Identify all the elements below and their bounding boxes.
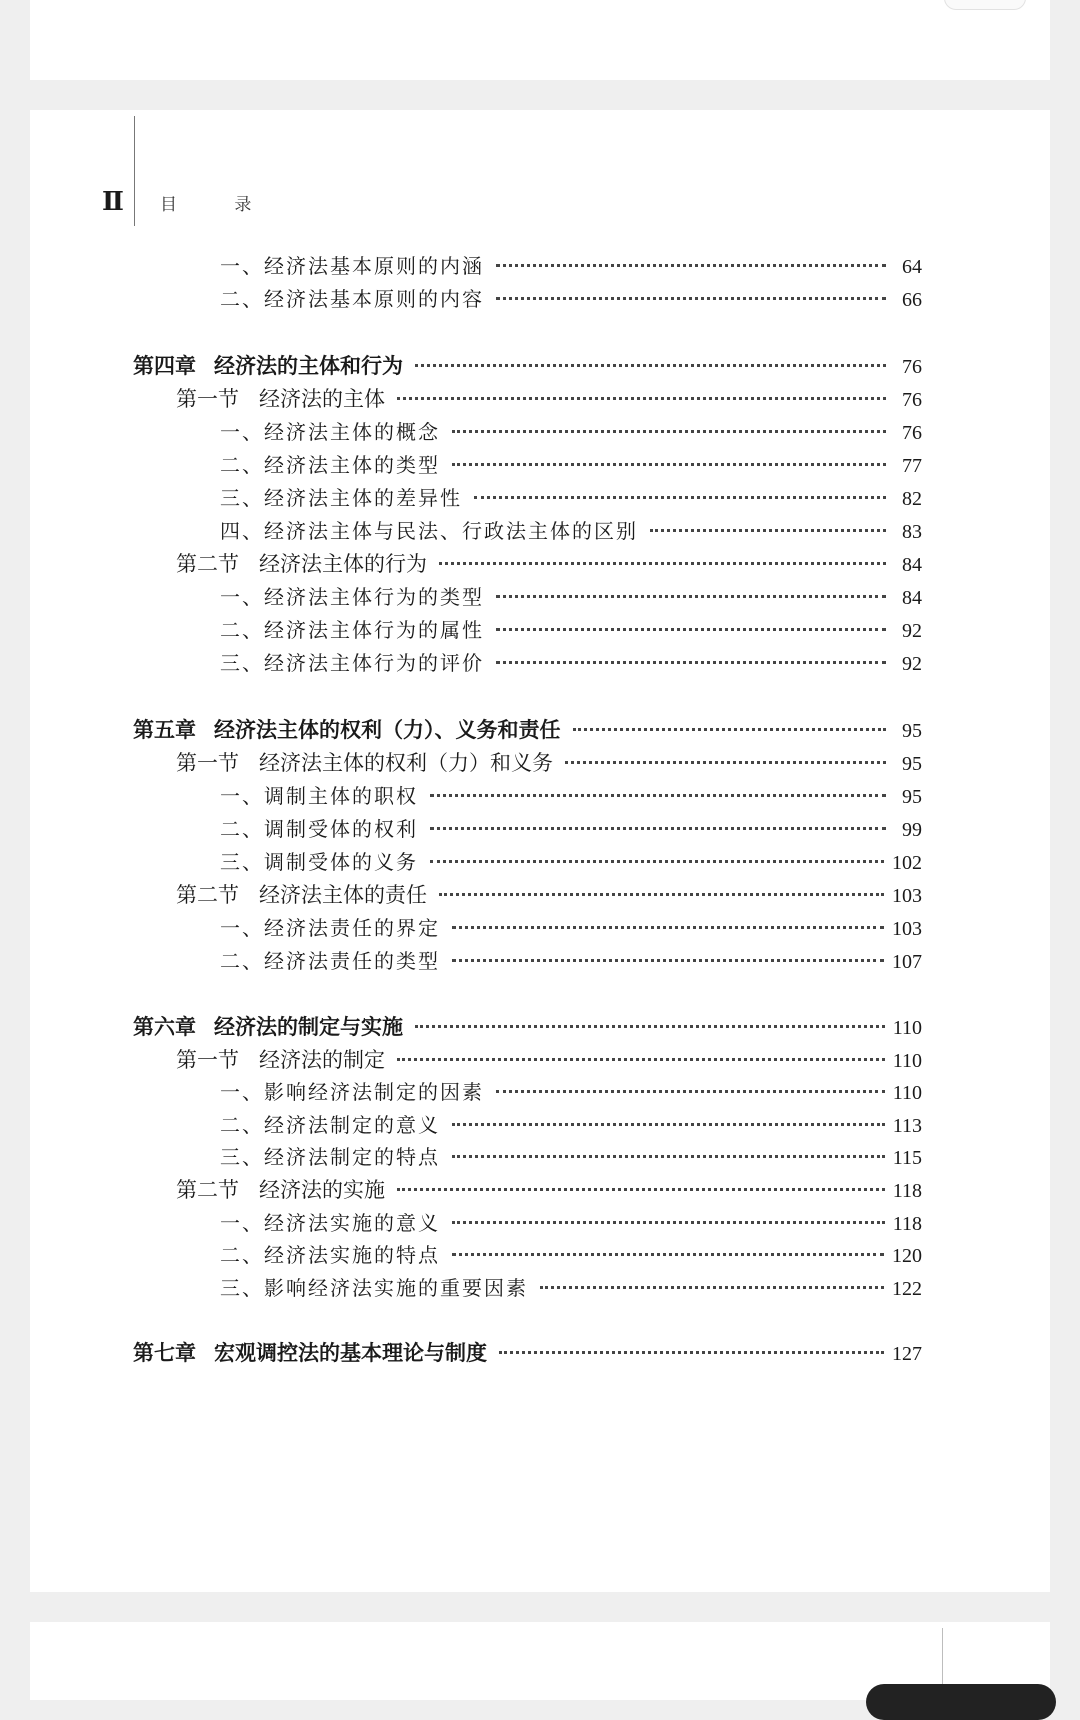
toc-entry-item[interactable] — [220, 1272, 922, 1306]
dot-leader — [430, 860, 884, 863]
toc-entry-text: 一、经济法实施的意义 — [220, 1211, 440, 1235]
toc-entry-text: 一、影响经济法制定的因素 — [220, 1080, 484, 1104]
toc-entry-chapter[interactable] — [133, 1337, 922, 1371]
toc-entry-title — [220, 912, 440, 941]
dot-leader — [496, 1090, 885, 1093]
toc-page-number: 115 — [892, 1147, 922, 1169]
toc-entry-title — [176, 1044, 385, 1074]
toc-entry-title — [220, 283, 484, 312]
toc-page-number: 84 — [902, 587, 922, 609]
toc-entry-text: 四、经济法主体与民法、行政法主体的区别 — [220, 519, 638, 543]
toc-entry-text: 经济法的主体 — [259, 387, 385, 411]
toc-entry-text: 二、经济法实施的特点 — [220, 1243, 440, 1267]
toc-entry-chapter[interactable] — [133, 1011, 922, 1045]
toc-entry-title — [176, 548, 427, 578]
toc-entry-text: 宏观调控法的基本理论与制度 — [214, 1340, 487, 1365]
toc-entry-text: 二、调制受体的权利 — [220, 817, 418, 841]
toc-page-number: 95 — [902, 786, 922, 808]
toc-entry-text: 一、经济法基本原则的内涵 — [220, 254, 484, 278]
toc-entry-title — [133, 714, 561, 744]
toc-entry-text: 经济法主体的权利（力）、义务和责任 — [214, 717, 561, 742]
section-number: 第一节 — [176, 751, 239, 775]
chapter-number: 第五章 — [133, 717, 196, 742]
chapter-number: 第七章 — [133, 1340, 196, 1365]
toc-entry-text: 经济法主体的权利（力）和义务 — [259, 751, 553, 775]
toc-entry-title — [220, 813, 418, 842]
toc-entry-text: 二、经济法基本原则的内容 — [220, 287, 484, 311]
toc-entry-title — [220, 846, 418, 875]
toc-page-number: 76 — [902, 389, 922, 411]
toc-entry-item[interactable] — [220, 912, 922, 946]
toc-entry-title — [220, 581, 484, 610]
toc-entry-title — [220, 1076, 484, 1105]
toc-entry-text: 经济法的制定与实施 — [214, 1014, 403, 1039]
next-page — [30, 1622, 1050, 1700]
toc-entry-text: 经济法主体的责任 — [259, 883, 427, 907]
dot-leader — [452, 430, 886, 433]
toc-page-number: 76 — [902, 422, 922, 444]
toc-entry-title — [176, 1174, 385, 1204]
toc-entry-item[interactable] — [220, 581, 922, 615]
floating-toolbar[interactable] — [866, 1684, 1056, 1720]
toc-entry-item[interactable] — [220, 250, 922, 284]
dot-leader — [452, 463, 886, 466]
toc-page-number: 84 — [902, 554, 922, 576]
toc-entry-title — [176, 383, 385, 413]
chapter-number: 第六章 — [133, 1014, 196, 1039]
toc-entry-chapter[interactable] — [133, 350, 922, 384]
section-number: 第二节 — [176, 883, 239, 907]
dot-leader — [439, 893, 884, 896]
toc-page-number: 95 — [902, 720, 922, 742]
toc-page-number: 113 — [892, 1115, 922, 1137]
toc-entry-title — [220, 945, 440, 974]
toc-entry-text: 三、经济法主体行为的评价 — [220, 651, 484, 675]
toc-page-number: 83 — [902, 521, 922, 543]
toc-entry-text: 一、调制主体的职权 — [220, 784, 418, 808]
toc-entry-section[interactable] — [176, 548, 922, 582]
dot-leader — [397, 1188, 885, 1191]
toc-entry-section[interactable] — [176, 1174, 922, 1208]
toc-page-number: 66 — [902, 289, 922, 311]
toc-page-number: 110 — [892, 1017, 922, 1039]
toc-entry-text: 二、经济法主体的类型 — [220, 453, 440, 477]
toc-page-number: 92 — [902, 620, 922, 642]
toc-entry-section[interactable] — [176, 747, 922, 781]
toc-entry-title — [220, 1109, 440, 1138]
section-number: 第一节 — [176, 387, 239, 411]
toc-page-number: 107 — [892, 951, 922, 973]
dot-leader — [474, 496, 886, 499]
toc-entry-title — [220, 614, 484, 643]
dot-leader — [540, 1286, 884, 1289]
toc-entry-item[interactable] — [220, 515, 922, 549]
dot-leader — [496, 628, 886, 631]
toc-entry-text: 三、经济法主体的差异性 — [220, 486, 462, 510]
toc-page-number: 110 — [892, 1050, 922, 1072]
toc-page-number: 122 — [892, 1278, 922, 1300]
toc-entry-item[interactable] — [220, 614, 922, 648]
toc-entry-title — [220, 515, 638, 544]
toc-entry-title — [176, 747, 553, 777]
dot-leader — [452, 926, 884, 929]
dot-leader — [430, 827, 886, 830]
toc-entry-item[interactable] — [220, 416, 922, 450]
toc-entry-title — [133, 1011, 403, 1041]
dot-leader — [397, 1058, 885, 1061]
dot-leader — [430, 794, 886, 797]
toc-entry-title — [220, 647, 484, 676]
dot-leader — [415, 364, 886, 367]
toc-entry-title — [220, 482, 462, 511]
dot-leader — [439, 562, 886, 565]
toc-entry-text: 经济法的主体和行为 — [214, 353, 403, 378]
dot-leader — [452, 1123, 885, 1126]
toc-entry-text: 经济法的制定 — [259, 1048, 385, 1072]
toc-entry-item[interactable] — [220, 449, 922, 483]
toc-entry-section[interactable] — [176, 383, 922, 417]
toc-entry-item[interactable] — [220, 846, 922, 880]
toc-entry-title — [220, 1272, 528, 1301]
previous-page — [30, 0, 1050, 80]
dot-leader — [415, 1025, 885, 1028]
toc-page-number: 102 — [892, 852, 922, 874]
toc-entry-text: 一、经济法主体行为的类型 — [220, 585, 484, 609]
toc-entry-text: 经济法主体的行为 — [259, 552, 427, 576]
toc-page-number: 120 — [892, 1245, 922, 1267]
toc-entry-item[interactable] — [220, 1141, 922, 1175]
page-number-roman: Ⅱ — [102, 187, 124, 217]
toc-page-number: 76 — [902, 356, 922, 378]
toc-page-number: 64 — [902, 256, 922, 278]
toc-entry-title — [133, 350, 403, 380]
toc-entry-text: 二、经济法制定的意义 — [220, 1113, 440, 1137]
toc-entry-title — [220, 1239, 440, 1268]
toc-page-number: 118 — [892, 1180, 922, 1202]
toc-page-number: 95 — [902, 753, 922, 775]
toc-entry-chapter[interactable] — [133, 714, 922, 748]
toc-page-number: 103 — [892, 885, 922, 907]
toc-entry-item[interactable] — [220, 1239, 922, 1273]
toc-page — [30, 110, 1050, 1592]
toc-entry-text: 一、经济法责任的界定 — [220, 916, 440, 940]
dot-leader — [499, 1351, 884, 1354]
toc-entry-item[interactable] — [220, 283, 922, 317]
dot-leader — [573, 728, 887, 731]
corner-button[interactable] — [944, 0, 1026, 10]
toc-entry-title — [176, 879, 427, 909]
toc-page-number: 82 — [902, 488, 922, 510]
toc-entry-item[interactable] — [220, 945, 922, 979]
toc-entry-text: 二、经济法责任的类型 — [220, 949, 440, 973]
toc-entry-text: 三、调制受体的义务 — [220, 850, 418, 874]
toc-entry-item[interactable] — [220, 1109, 922, 1143]
toc-entry-item[interactable] — [220, 780, 922, 814]
toc-entry-text: 三、影响经济法实施的重要因素 — [220, 1276, 528, 1300]
section-number: 第二节 — [176, 552, 239, 576]
dot-leader — [650, 529, 886, 532]
toc-entry-section[interactable] — [176, 879, 922, 913]
toc-page-number: 99 — [902, 819, 922, 841]
toc-page-number: 92 — [902, 653, 922, 675]
dot-leader — [452, 1221, 885, 1224]
toc-entry-section[interactable] — [176, 1044, 922, 1078]
toc-entry-item[interactable] — [220, 482, 922, 516]
running-head — [102, 182, 277, 222]
dot-leader — [565, 761, 886, 764]
dot-leader — [452, 1155, 885, 1158]
toc-entry-item[interactable] — [220, 1207, 922, 1241]
toc-page-number: 110 — [892, 1082, 922, 1104]
toc-entry-item[interactable] — [220, 1076, 922, 1110]
toc-entry-title — [220, 1207, 440, 1236]
toc-page-number: 103 — [892, 918, 922, 940]
toc-entry-title — [220, 1141, 440, 1170]
running-head-title: 目 录 — [160, 194, 278, 215]
toc-entry-text: 二、经济法主体行为的属性 — [220, 618, 484, 642]
dot-leader — [496, 297, 886, 300]
toc-entry-item[interactable] — [220, 647, 922, 681]
dot-leader — [496, 595, 886, 598]
toc-page-number: 118 — [892, 1213, 922, 1235]
dot-leader — [397, 397, 886, 400]
toc-entry-text: 经济法的实施 — [259, 1178, 385, 1202]
toc-entry-title — [220, 780, 418, 809]
chapter-number: 第四章 — [133, 353, 196, 378]
toc-entry-title — [220, 250, 484, 279]
section-number: 第一节 — [176, 1048, 239, 1072]
dot-leader — [452, 959, 884, 962]
dot-leader — [452, 1253, 884, 1256]
toc-entry-title — [220, 416, 440, 445]
toc-entry-text: 三、经济法制定的特点 — [220, 1145, 440, 1169]
toc-entry-item[interactable] — [220, 813, 922, 847]
dot-leader — [496, 661, 886, 664]
toc-entry-text: 一、经济法主体的概念 — [220, 420, 440, 444]
toc-entry-title — [133, 1337, 487, 1367]
toc-page-number: 77 — [902, 455, 922, 477]
dot-leader — [496, 264, 886, 267]
section-number: 第二节 — [176, 1178, 239, 1202]
toc-page-number: 127 — [892, 1343, 922, 1365]
toc-entry-title — [220, 449, 440, 478]
